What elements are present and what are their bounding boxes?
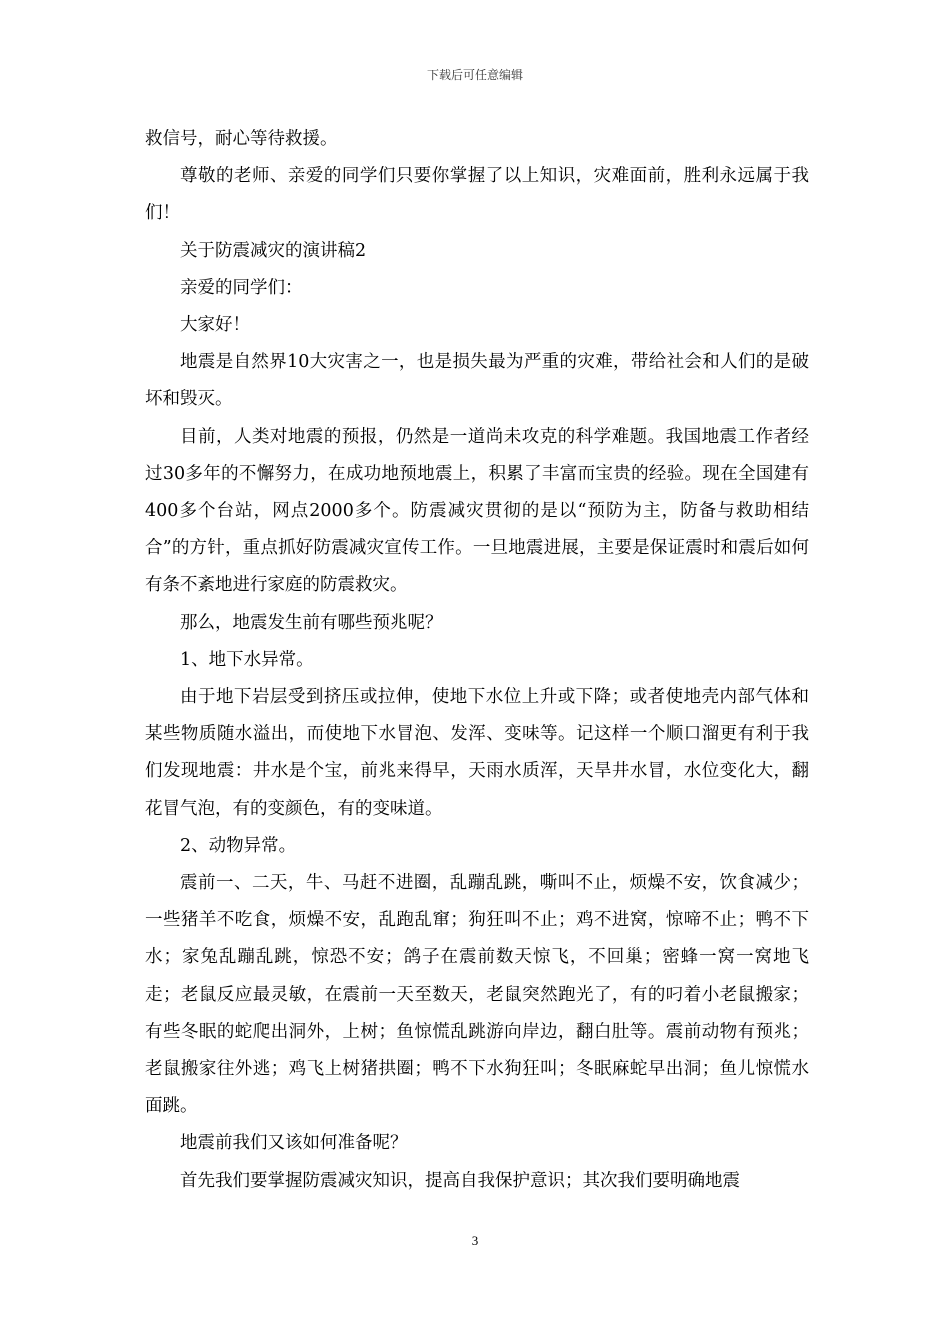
page-number: 3 xyxy=(471,1233,479,1248)
page-header: 下载后可任意编辑 xyxy=(426,68,523,82)
question-heading: 地震前我们又该如何准备呢？ xyxy=(180,1133,408,1154)
question-heading: 那么，地震发生前有哪些预兆呢？ xyxy=(180,612,443,633)
paragraph: 救信号，耐心等待救援。 xyxy=(145,129,338,149)
paragraph: 由于地下岩层受到挤压或拉伸，使地下水位上升或下降；或者使地壳内部气体和某些物质随水溢出，而使地下水冒泡、发浑、变味等。记这样一个顺口溜更有利于我们发现地震：井水是个宝，前兆来得早，天雨水质浑，天旱井水冒，水位变化大，翻花冒气泡，有的变颜色，有的变味道。 xyxy=(145,687,809,819)
paragraph: 尊敬的老师、亲爱的同学们只要你掌握了以上知识，灾难面前，胜利永远属于我们！ xyxy=(145,166,809,224)
document-body xyxy=(145,121,809,1200)
paragraph: 震前一、二天，牛、马赶不进圈，乱蹦乱跳，嘶叫不止，烦燥不安，饮食减少；一些猪羊不吃食，烦燥不安，乱跑乱窜；狗狂叫不止；鸡不进窝，惊啼不止；鸭不下水；家兔乱蹦乱跳，惊恐不安；鸽子在震前数天惊飞，不回巢；密蜂一窝一窝地飞走；老鼠反应最灵敏，在震前一天至数天，老鼠突然跑光了，有的叼着小老鼠搬家；有些冬眠的蛇爬出洞外，上树；鱼惊慌乱跳游向岸边，翻白肚等。震前动物有预兆；老鼠搬家往外逃；鸡飞上树猪拱圈；鸭不下水狗狂叫；冬眠麻蛇早出洞；鱼儿惊慌水面跳。 xyxy=(145,873,809,1117)
list-heading: 1、地下水异常。 xyxy=(180,649,314,670)
list-heading: 2、动物异常。 xyxy=(180,835,297,856)
paragraph: 地震是自然界10大灾害之一，也是损失最为严重的灾难，带给社会和人们的是破坏和毁灭。 xyxy=(145,352,809,410)
paragraph: 目前，人类对地震的预报，仍然是一道尚未攻克的科学难题。我国地震工作者经过30多年的不懈努力，在成功地预地震上，积累了丰富而宝贵的经验。现在全国建有400多个台站，网点2000多个。防震减灾贯彻的是以“预防为主，防备与救助相结合”的方针，重点抓好防震减灾宣传工作。一旦地震进展，主要是保证震时和震后如何有条不紊地进行家庭的防震救灾。 xyxy=(145,426,809,596)
paragraph: 首先我们要掌握防震减灾知识，提高自我保护意识；其次我们要明确地震 xyxy=(180,1170,740,1191)
salutation: 亲爱的同学们： xyxy=(180,277,303,298)
section-title: 关于防震减灾的演讲稿2 xyxy=(180,240,367,261)
greeting: 大家好！ xyxy=(180,315,250,336)
